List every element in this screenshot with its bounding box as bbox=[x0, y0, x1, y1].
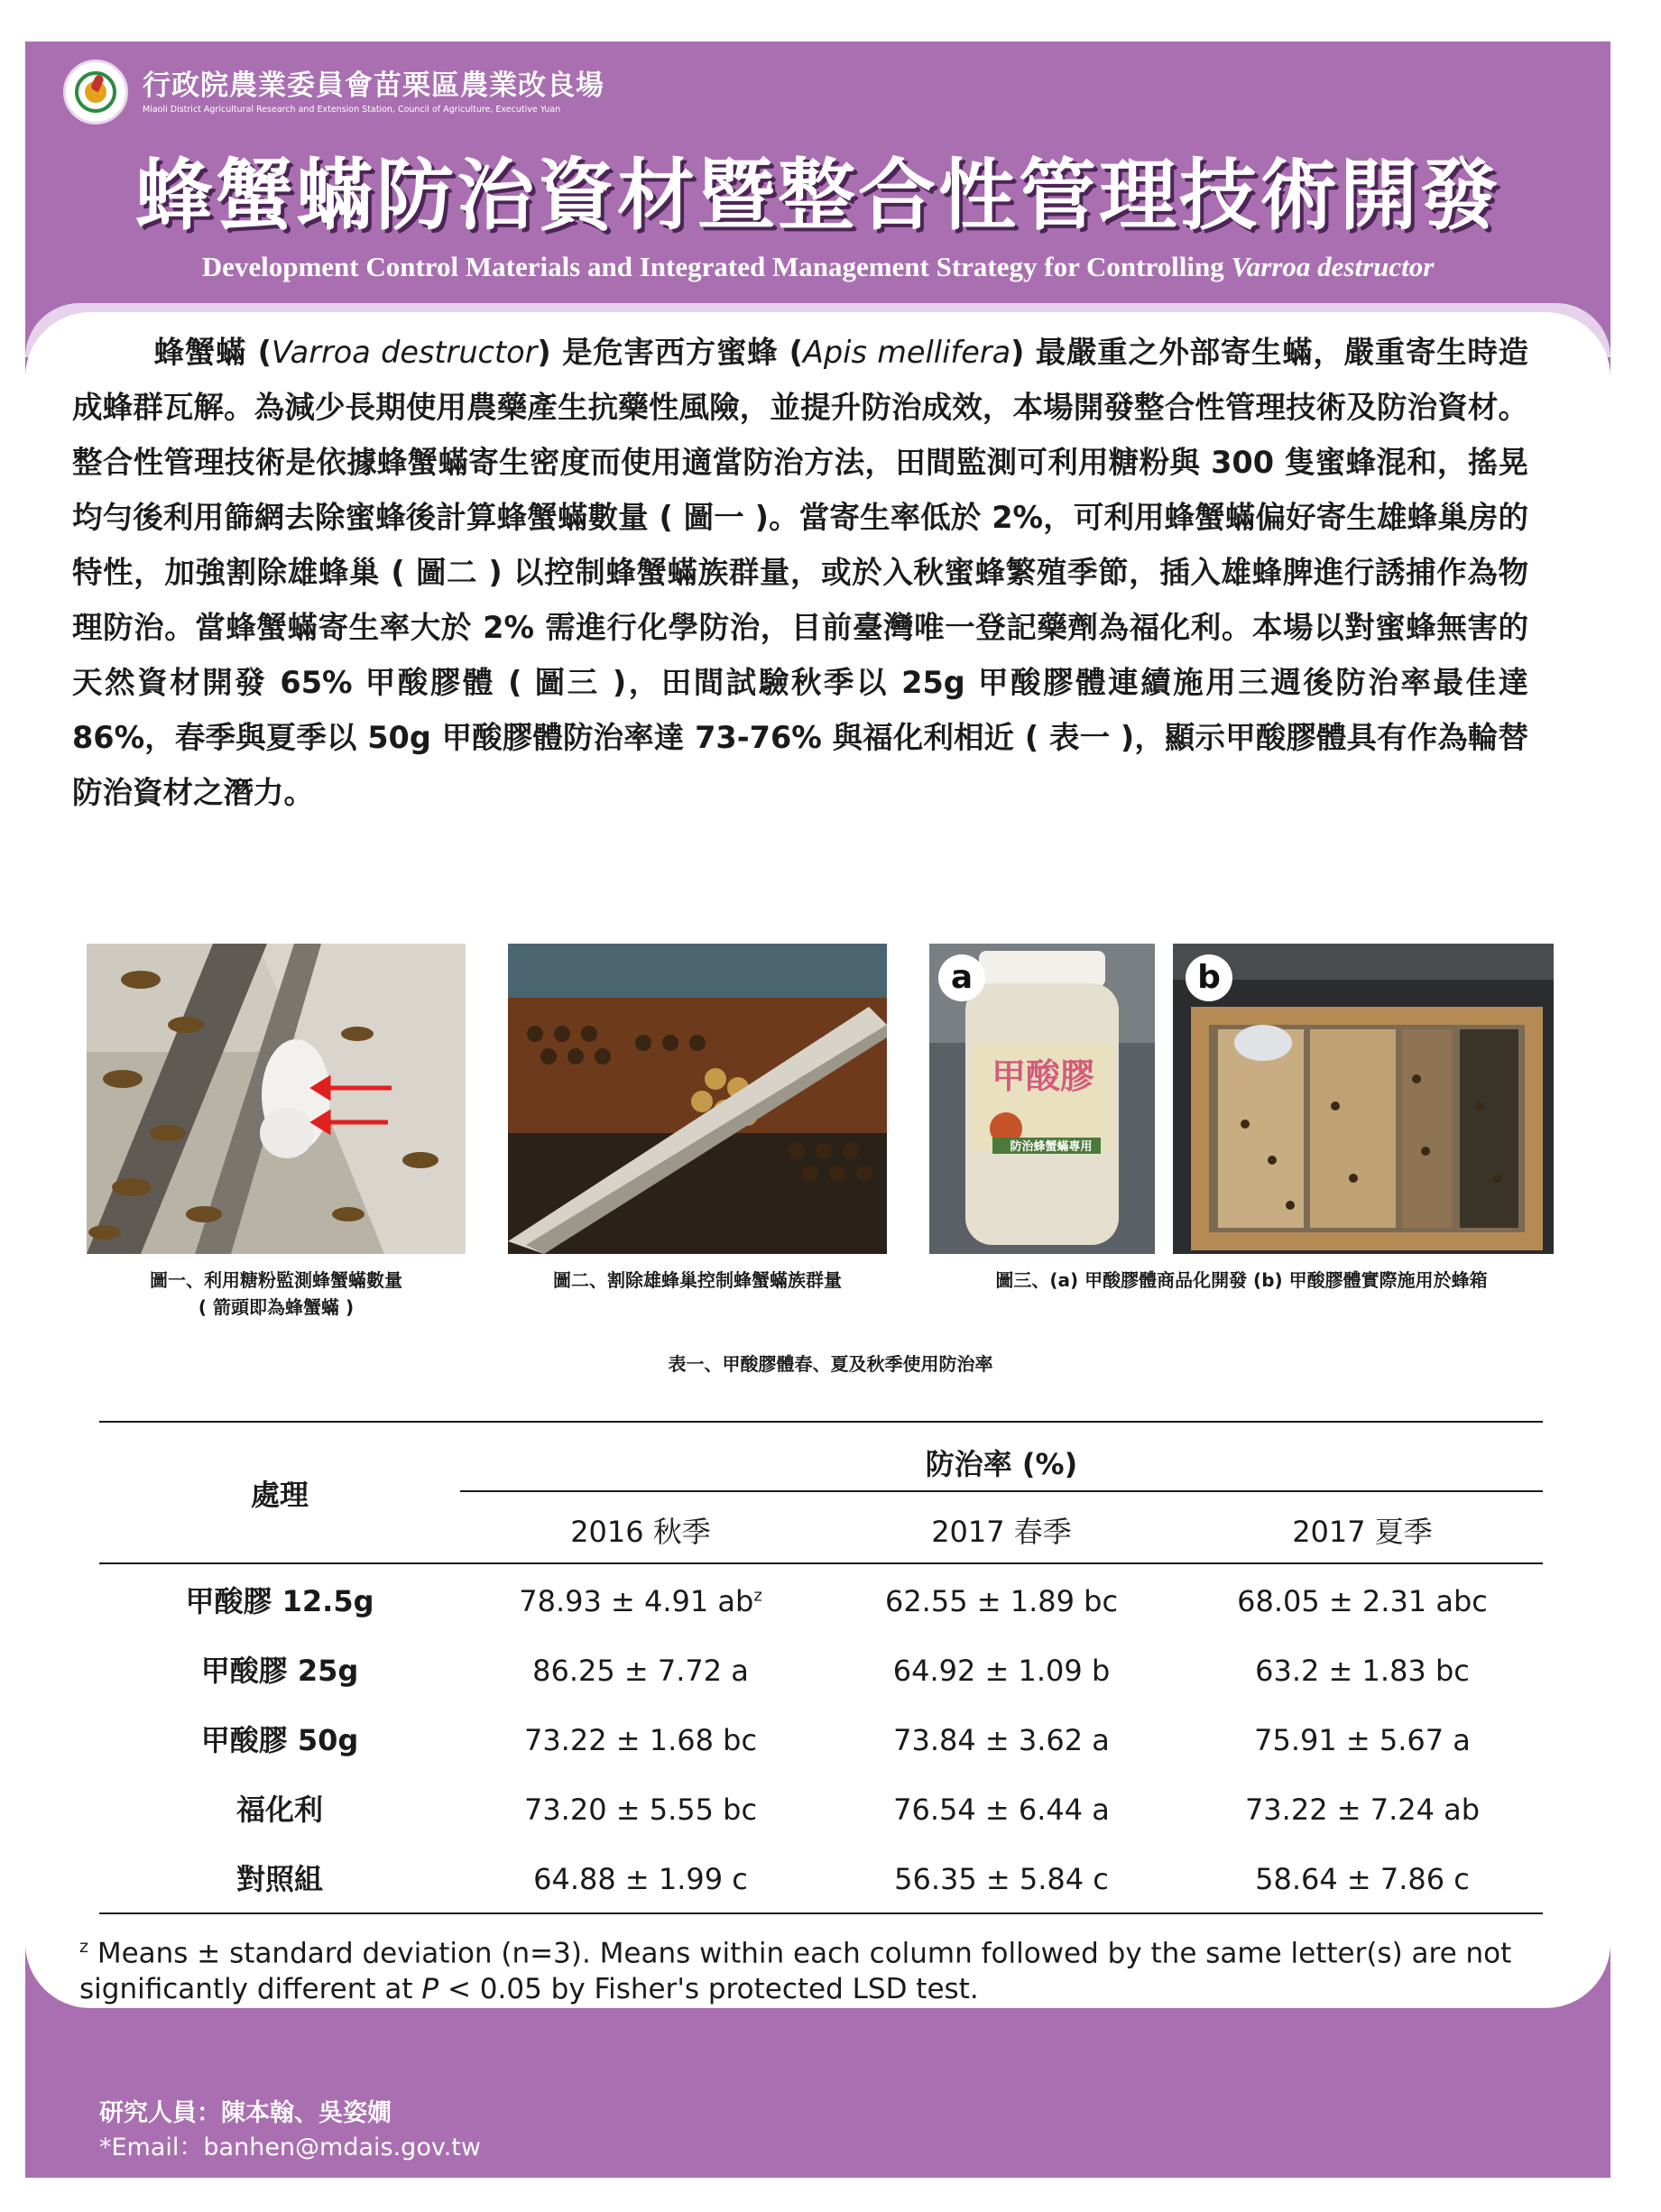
table-cell: 64.88 ± 1.99 c bbox=[533, 1862, 748, 1896]
table-1-caption: 表一、甲酸膠體春、夏及秋季使用防治率 bbox=[668, 1353, 993, 1375]
table-bottom-rule bbox=[99, 1912, 1543, 1914]
row-treatment: 甲酸膠 25g bbox=[200, 1654, 359, 1688]
table-cell: 62.55 ± 1.89 bc bbox=[884, 1584, 1119, 1618]
table-header-rule bbox=[99, 1562, 1543, 1564]
header-control-rate: 防治率 (%) bbox=[925, 1447, 1078, 1481]
poster-title-en: Development Control Materials and Integrated Management Strategy for Controlling Varroa destructor bbox=[201, 251, 1435, 282]
row-treatment: 甲酸膠 50g bbox=[200, 1723, 359, 1757]
svg-text:防治蜂蟹蟎專用: 防治蜂蟹蟎專用 bbox=[1010, 1140, 1093, 1154]
poster-title-zh: 蜂蟹蟎防治資材暨整合性管理技術開發 bbox=[135, 151, 1500, 241]
header-treatment: 處理 bbox=[250, 1478, 309, 1512]
table-cell: 76.54 ± 6.44 a bbox=[893, 1793, 1110, 1827]
table-cell: 73.22 ± 7.24 ab bbox=[1244, 1793, 1481, 1827]
row-treatment: 甲酸膠 12.5g bbox=[185, 1584, 374, 1618]
organization-header bbox=[63, 60, 604, 124]
column-header: 2016 秋季 bbox=[570, 1515, 711, 1549]
table-group-rule bbox=[460, 1490, 1543, 1492]
contact-email[interactable]: *Email：banhen@mdais.gov.tw bbox=[99, 2134, 481, 2161]
row-treatment: 對照組 bbox=[235, 1862, 323, 1896]
table-cell: 86.25 ± 7.72 a bbox=[532, 1654, 749, 1688]
organization-name-en: Miaoli District Agricultural Research and Extension Station, Council of Agriculture, Executive Yuan bbox=[143, 104, 561, 115]
table-footnote: $^z$ Means ± standard deviation (n=3). Means within each column followed by the same letter(s) are not significantly different at P < 0.05 by Fisher's protected LSD test. bbox=[79, 1937, 1512, 2006]
table-cell: 68.05 ± 2.31 abc bbox=[1237, 1584, 1488, 1618]
table-cell: 73.20 ± 5.55 bc bbox=[523, 1793, 758, 1827]
organization-name-zh: 行政院農業委員會苗栗區農業改良場 bbox=[143, 69, 604, 102]
table-cell: 56.35 ± 5.84 c bbox=[894, 1862, 1109, 1896]
station-logo-icon bbox=[63, 60, 128, 124]
table-cell: 58.64 ± 7.86 c bbox=[1255, 1862, 1470, 1896]
figure-3a-label: a bbox=[938, 954, 985, 1001]
figure-1-photo bbox=[87, 944, 466, 1254]
table-cell: 64.92 ± 1.09 b bbox=[892, 1654, 1111, 1688]
table-cell: 73.84 ± 3.62 a bbox=[893, 1723, 1110, 1757]
figure-3b-label: b bbox=[1186, 954, 1232, 1001]
researchers: 研究人員：陳本翰、吳姿嫺 bbox=[99, 2099, 392, 2127]
svg-text:甲酸膠: 甲酸膠 bbox=[991, 1056, 1095, 1096]
figure-3-caption: 圖三、(a) 甲酸膠體商品化開發 (b) 甲酸膠體實際施用於蜂箱 bbox=[995, 1269, 1488, 1291]
figure-3b-photo bbox=[1173, 944, 1554, 1254]
table-cell: 63.2 ± 1.83 bc bbox=[1255, 1654, 1470, 1688]
row-treatment: 福化利 bbox=[235, 1793, 323, 1827]
table-cell: 75.91 ± 5.67 a bbox=[1254, 1723, 1471, 1757]
column-header: 2017 春季 bbox=[931, 1515, 1072, 1549]
figure-2-caption: 圖二、割除雄蜂巢控制蜂蟹蟎族群量 bbox=[553, 1269, 842, 1291]
figure-1-caption: 圖一、利用糖粉監測蜂蟹蟎數量 ( 箭頭即為蜂蟹蟎 ) bbox=[150, 1269, 402, 1318]
table-cell: 73.22 ± 1.68 bc bbox=[523, 1723, 758, 1757]
footer bbox=[99, 2097, 481, 2165]
table-top-rule bbox=[99, 1421, 1543, 1423]
table-cell: 78.93 ± 4.91 $ab^z$ bbox=[519, 1584, 762, 1618]
figure-2-photo bbox=[508, 944, 887, 1254]
intro-paragraph: 蜂蟹蟎 (Varroa destructor) 是危害西方蜜蜂 (Apis mellifera) 最嚴重之外部寄生蟎，嚴重寄生時造成蜂群瓦解。為減少長期使用農藥產生抗藥性風險，並提升防治成效，本場開發整合性管理技術及防治資材。整合性管理技術是依據蜂蟹蟎寄生密度而使用適當防治方法，田間監測可利用糖粉與 300 隻蜜蜂混和，搖晃均勻後利用篩網去除蜜蜂後計算蜂蟹蟎數量 ( 圖一 )。當寄生率低於 2%，可利用蜂蟹蟎偏好寄生雄蜂巢房的特性，加強割除雄蜂巢 ( 圖二 ) 以控制蜂蟹蟎族群量，或於入秋蜜蜂繁殖季節，插入雄蜂脾進行誘捕作為物理防治。當蜂蟹蟎寄生率大於 2% 需進行化學防治，目前臺灣唯一登記藥劑為福化利。本場以對蜜蜂無害的天然資材開發 65% 甲酸膠體 ( 圖三 )，田間試驗秋季以 25g 甲酸膠體連續施用三週後防治率最佳達 86%，春季與夏季以 50g 甲酸膠體防治率達 73-76% 與福化利相近 ( 表一 )，顯示甲酸膠體具有作為輪替防治資材之潛力。 bbox=[72, 335, 1528, 810]
column-header: 2017 夏季 bbox=[1292, 1515, 1433, 1549]
